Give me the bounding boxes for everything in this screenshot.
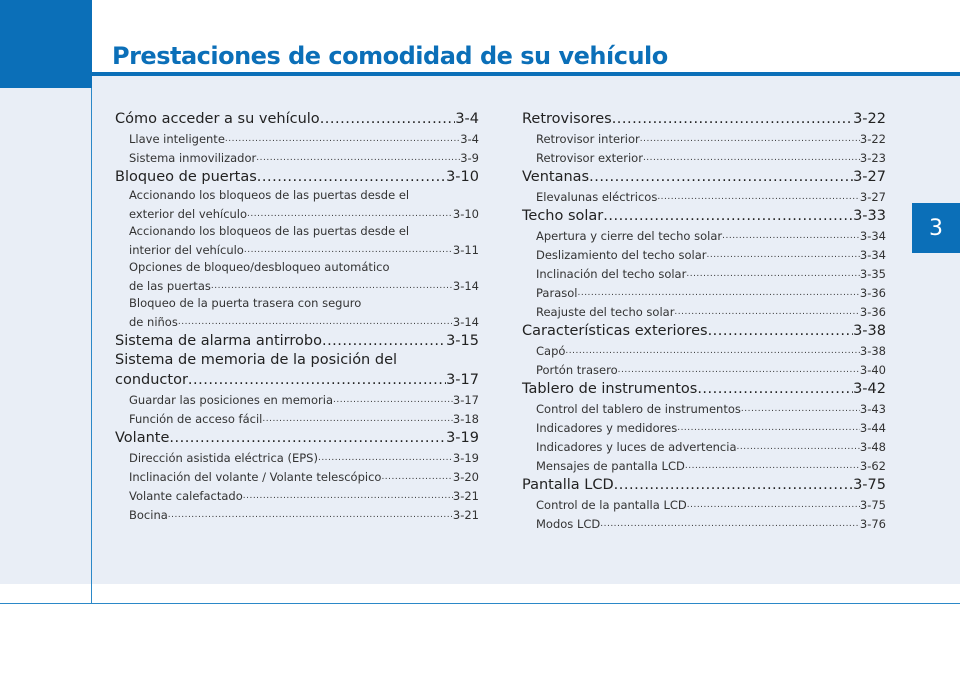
toc-subentry[interactable] [522, 437, 886, 456]
toc-page: 3-42 [853, 381, 886, 397]
toc-page: 3-15 [446, 333, 479, 349]
toc-title: Sistema inmovilizador [129, 151, 257, 165]
toc-title: Retrovisores [522, 111, 612, 127]
toc-page: 3-48 [859, 440, 886, 454]
toc-page: 3-20 [452, 470, 479, 484]
toc-title: Función de acceso fácil [129, 412, 263, 426]
leader-dots [708, 322, 854, 341]
toc-right-column [522, 109, 886, 533]
leader-dots [225, 129, 460, 148]
leader-dots [685, 456, 860, 475]
leader-dots [244, 240, 453, 259]
leader-dots [262, 409, 453, 428]
toc-page: 3-44 [859, 421, 886, 435]
toc-page: 3-36 [859, 286, 886, 300]
toc-page: 3-21 [452, 489, 479, 503]
toc-page: 3-4 [455, 111, 479, 127]
leader-dots [320, 110, 456, 129]
toc-subentry[interactable] [115, 204, 479, 223]
toc-subentry[interactable] [115, 448, 479, 467]
toc-title: Portón trasero [536, 363, 618, 377]
leader-dots [612, 110, 853, 129]
toc-title: Sistema de alarma antirrobo [115, 333, 322, 349]
leader-dots [211, 276, 453, 295]
leader-dots [657, 187, 860, 206]
toc-entry[interactable] [522, 322, 886, 341]
leader-dots [686, 264, 860, 283]
toc-page: 3-36 [859, 305, 886, 319]
toc-subentry[interactable] [522, 264, 886, 283]
footer-rule [0, 603, 960, 604]
toc-entry[interactable] [522, 380, 886, 399]
toc-subentry[interactable] [522, 360, 886, 379]
leader-dots [687, 495, 860, 514]
leader-dots [257, 168, 446, 187]
toc-title: Mensajes de pantalla LCD [536, 459, 685, 473]
toc-entry[interactable] [115, 429, 479, 448]
toc-subentry[interactable] [522, 283, 886, 302]
toc-subentry[interactable] [522, 245, 886, 264]
toc-title: Indicadores y medidores [536, 421, 678, 435]
toc-page: 3-11 [452, 243, 479, 257]
leader-dots [256, 148, 460, 167]
toc-page: 3-34 [859, 229, 886, 243]
toc-page: 3-21 [452, 508, 479, 522]
toc-subentry[interactable] [115, 390, 479, 409]
toc-title: Ventanas [522, 169, 590, 185]
toc-page: 3-38 [853, 323, 886, 339]
toc-subentry[interactable] [522, 495, 886, 514]
toc-title: Guardar las posiciones en memoria [129, 393, 333, 407]
toc-subentry-line: Accionando los bloqueos de las puertas desde el [129, 188, 410, 202]
toc-title: Dirección asistida eléctrica (EPS) [129, 451, 318, 465]
toc-subentry[interactable] [522, 148, 886, 167]
toc-title: Control del tablero de instrumentos [536, 402, 741, 416]
leader-dots [565, 341, 859, 360]
toc-entry[interactable] [115, 371, 479, 390]
toc-page: 3-33 [853, 208, 886, 224]
leader-dots [322, 332, 446, 351]
toc-title: Techo solar [522, 208, 604, 224]
leader-dots [188, 371, 446, 390]
toc-title: Bocina [129, 508, 168, 522]
toc-page: 3-14 [452, 279, 479, 293]
toc-title: Retrovisor interior [536, 132, 640, 146]
toc-title: Control de la pantalla LCD [536, 498, 687, 512]
toc-title: Bloqueo de puertas [115, 169, 257, 185]
toc-subentry[interactable] [522, 129, 886, 148]
toc-title: Pantalla LCD [522, 477, 614, 493]
toc-subentry[interactable] [522, 226, 886, 245]
leader-dots [178, 312, 453, 331]
toc-page: 3-40 [859, 363, 886, 377]
toc-title: Inclinación del volante / Volante telescópico [129, 470, 382, 484]
toc-page: 3-19 [446, 430, 479, 446]
toc-subentry[interactable] [115, 276, 479, 295]
toc-subentry[interactable] [522, 418, 886, 437]
toc-entry[interactable] [522, 168, 886, 187]
toc-entry[interactable] [522, 110, 886, 129]
leader-dots [741, 399, 860, 418]
leader-dots [603, 207, 853, 226]
toc-entry[interactable] [115, 110, 479, 129]
toc-title: Tablero de instrumentos [522, 381, 698, 397]
leader-dots [640, 129, 860, 148]
toc-title: Cómo acceder a su vehículo [115, 111, 320, 127]
toc-entry[interactable] [522, 207, 886, 226]
toc-page: 3-4 [460, 132, 479, 146]
toc-title: exterior del vehículo [129, 207, 248, 221]
leader-dots [697, 380, 853, 399]
toc-title: de niños [129, 315, 178, 329]
toc-title: Apertura y cierre del techo solar [536, 229, 723, 243]
toc-title: Capó [536, 344, 566, 358]
toc-page: 3-17 [446, 372, 479, 388]
toc-subentry[interactable] [115, 240, 479, 259]
leader-dots [706, 245, 859, 264]
toc-page: 3-22 [853, 111, 886, 127]
corner-block [0, 0, 92, 88]
chapter-tab[interactable]: 3 [912, 203, 960, 253]
toc-page: 3-19 [452, 451, 479, 465]
toc-page: 3-17 [452, 393, 479, 407]
title-underline [92, 72, 960, 76]
toc-title: Inclinación del techo solar [536, 267, 687, 281]
leader-dots [168, 505, 453, 524]
toc-page: 3-14 [452, 315, 479, 329]
leader-dots [674, 302, 859, 321]
toc-subentry[interactable] [115, 312, 479, 331]
leader-dots [600, 514, 860, 533]
toc-entry[interactable] [115, 332, 479, 351]
toc-entry[interactable] [522, 476, 886, 495]
toc-page: 3-34 [859, 248, 886, 262]
toc-title: conductor [115, 372, 188, 388]
toc-subentry[interactable] [522, 341, 886, 360]
toc-subentry-line: Bloqueo de la puerta trasera con seguro [129, 296, 362, 310]
toc-page: 3-10 [446, 169, 479, 185]
toc-subentry[interactable] [522, 399, 886, 418]
margin-rule [91, 88, 92, 604]
toc-page: 3-62 [859, 459, 886, 473]
leader-dots [247, 204, 453, 223]
toc-left-column [115, 109, 479, 524]
leader-dots [614, 476, 853, 495]
toc-title: Volante [115, 430, 170, 446]
leader-dots [318, 448, 453, 467]
toc-subentry[interactable] [115, 505, 479, 524]
toc-page: 3-10 [452, 207, 479, 221]
toc-title: Retrovisor exterior [536, 151, 643, 165]
toc-subentry[interactable] [115, 409, 479, 428]
toc-subentry[interactable] [522, 514, 886, 533]
toc-page: 3-18 [452, 412, 479, 426]
toc-page: 3-27 [859, 190, 886, 204]
toc-subentry[interactable] [115, 486, 479, 505]
leader-dots [722, 226, 860, 245]
toc-title: de las puertas [129, 279, 211, 293]
toc-page: 3-22 [859, 132, 886, 146]
leader-dots [381, 467, 452, 486]
toc-subentry[interactable] [522, 187, 886, 206]
leader-dots [643, 148, 860, 167]
toc-page: 3-23 [859, 151, 886, 165]
toc-entry[interactable] [115, 168, 479, 187]
toc-subentry-line: Accionando los bloqueos de las puertas desde el [129, 224, 410, 238]
leader-dots [577, 283, 859, 302]
toc-title: Llave inteligente [129, 132, 225, 146]
toc-page: 3-35 [859, 267, 886, 281]
toc-subentry-line: Opciones de bloqueo/desbloqueo automático [129, 260, 390, 274]
toc-title: Deslizamiento del techo solar [536, 248, 707, 262]
leader-dots [243, 486, 453, 505]
toc-page: 3-75 [853, 477, 886, 493]
toc-entry-line: Sistema de memoria de la posición del [115, 352, 398, 368]
toc-subentry[interactable] [115, 467, 479, 486]
toc-title: Elevalunas eléctricos [536, 190, 658, 204]
toc-page: 3-43 [859, 402, 886, 416]
toc-title: Indicadores y luces de advertencia [536, 440, 737, 454]
toc-page: 3-76 [859, 517, 886, 531]
toc-page: 3-75 [859, 498, 886, 512]
toc-title: Volante calefactado [129, 489, 243, 503]
toc-subentry[interactable] [115, 148, 479, 167]
leader-dots [589, 168, 853, 187]
leader-dots [618, 360, 860, 379]
toc-subentry[interactable] [115, 129, 479, 148]
toc-subentry[interactable] [522, 302, 886, 321]
leader-dots [169, 429, 446, 448]
leader-dots [677, 418, 860, 437]
toc-title: Reajuste del techo solar [536, 305, 675, 319]
toc-page: 3-9 [460, 151, 479, 165]
toc-page: 3-27 [853, 169, 886, 185]
toc-title: Modos LCD [536, 517, 601, 531]
toc-title: Parasol [536, 286, 578, 300]
toc-title: Características exteriores [522, 323, 708, 339]
page-title: Prestaciones de comodidad de su vehículo [112, 42, 668, 70]
toc-page: 3-38 [859, 344, 886, 358]
leader-dots [737, 437, 860, 456]
toc-subentry[interactable] [522, 456, 886, 475]
toc-title: interior del vehículo [129, 243, 244, 257]
leader-dots [333, 390, 453, 409]
